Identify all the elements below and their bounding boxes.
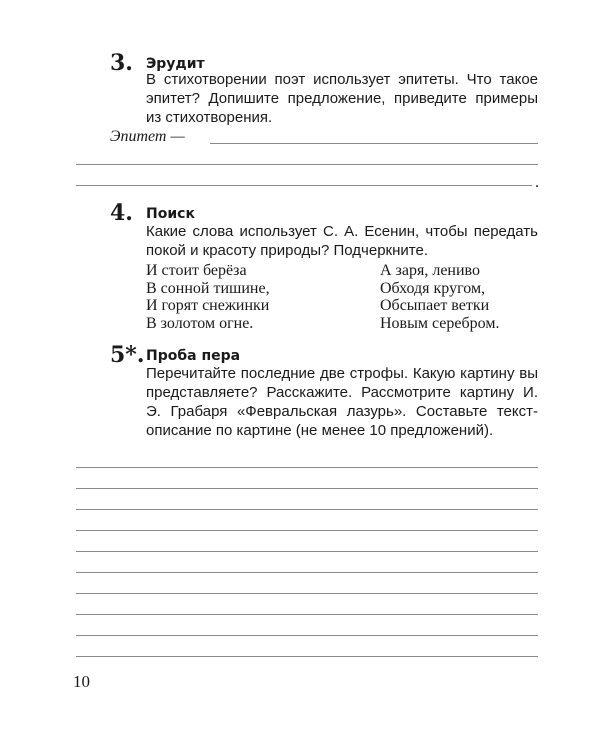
poem-line[interactable]: Обсыпает ветки <box>380 297 490 314</box>
task-3-title: Эрудит <box>146 56 205 72</box>
task-3-text: В стихотворении поэт использует эпитеты. Что такое эпитет? Допишите предложение, приведите примеры из стихотворения. <box>146 71 538 126</box>
answer-line[interactable] <box>76 572 538 573</box>
task-5-text: Перечитайте последние две строфы. Какую картину вы представляете? Расскажите. Рассмотрите картину И. Э. Грабаря «Февральская лазурь». Составьте текст-описание по картине (не менее 10 предложений). <box>146 365 538 439</box>
poem-line[interactable]: В сонной тишине, <box>146 279 270 297</box>
task-4-number: 4. <box>110 200 133 226</box>
poem-stanza-left <box>146 262 270 332</box>
answer-line[interactable] <box>76 488 538 489</box>
poem-line[interactable]: Новым серебром. <box>380 314 500 332</box>
answer-line[interactable] <box>76 593 538 594</box>
epithet-answer-line[interactable] <box>210 143 538 144</box>
answer-line[interactable] <box>76 164 538 165</box>
task-5-number: 5*. <box>110 342 145 368</box>
task-4-text: Какие слова использует С. А. Есенин, чтобы передать покой и красоту природы? Подчеркните. <box>146 223 538 259</box>
epithet-answer-label: Эпитет — <box>110 128 185 145</box>
answer-line[interactable] <box>76 185 532 186</box>
task-5-title: Проба пера <box>146 348 241 364</box>
answer-line[interactable] <box>76 656 538 657</box>
task-4-title: Поиск <box>146 206 195 222</box>
answer-end-period: . <box>535 174 539 191</box>
answer-line[interactable] <box>76 635 538 636</box>
answer-line[interactable] <box>76 530 538 531</box>
answer-line[interactable] <box>76 467 538 468</box>
answer-line[interactable] <box>76 509 538 510</box>
poem-line[interactable]: В золотом огне. <box>146 314 254 332</box>
poem-line[interactable]: И стоит берёза <box>146 262 247 279</box>
answer-line[interactable] <box>76 614 538 615</box>
poem-line[interactable]: И горят снежинки <box>146 297 270 314</box>
poem-line[interactable]: А заря, лениво <box>380 262 480 279</box>
answer-line[interactable] <box>76 551 538 552</box>
page-number: 10 <box>73 672 90 691</box>
task-3-number: 3. <box>110 50 133 76</box>
poem-stanza-right <box>380 262 499 332</box>
poem-line[interactable]: Обходя кругом, <box>380 279 486 297</box>
